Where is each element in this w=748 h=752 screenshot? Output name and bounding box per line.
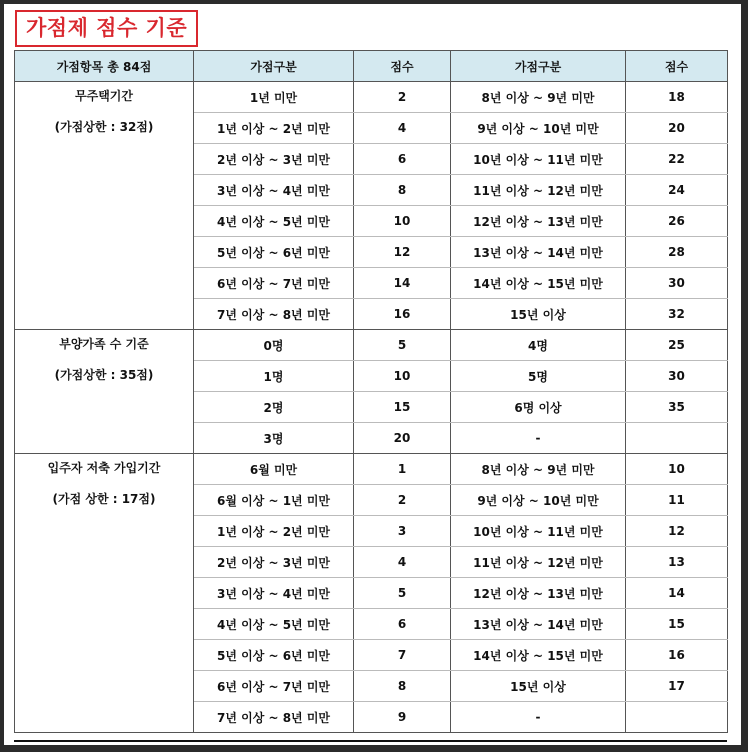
score-right-cell: 22 (626, 144, 728, 175)
division-left-cell: 6월 미만 (194, 454, 354, 485)
division-left-cell: 6년 이상 ~ 7년 미만 (194, 671, 354, 702)
category-cell (15, 82, 194, 330)
score-right-cell: 26 (626, 206, 728, 237)
document-frame (4, 4, 741, 745)
score-left-cell: 5 (354, 578, 451, 609)
score-left-cell: 12 (354, 237, 451, 268)
header-division-right: 가점구분 (451, 51, 626, 82)
score-left-cell: 4 (354, 113, 451, 144)
score-left-cell: 2 (354, 82, 451, 113)
score-left-cell: 7 (354, 640, 451, 671)
score-left-cell: 14 (354, 268, 451, 299)
division-right-cell: 6명 이상 (451, 392, 626, 423)
header-row (15, 51, 728, 82)
score-left-cell: 1 (354, 454, 451, 485)
score-right-cell: 32 (626, 299, 728, 330)
division-right-cell: 5명 (451, 361, 626, 392)
table-bottom-border (14, 740, 727, 742)
score-right-cell: 16 (626, 640, 728, 671)
score-left-cell: 10 (354, 361, 451, 392)
score-left-cell: 8 (354, 175, 451, 206)
score-left-cell: 16 (354, 299, 451, 330)
score-right-cell: 30 (626, 361, 728, 392)
score-right-cell: 17 (626, 671, 728, 702)
category-name: 입주자 저축 가입기간 (47, 461, 161, 475)
division-right-cell: 14년 이상 ~ 15년 미만 (451, 268, 626, 299)
division-left-cell: 6년 이상 ~ 7년 미만 (194, 268, 354, 299)
division-right-cell: - (451, 423, 626, 454)
division-right-cell: 11년 이상 ~ 12년 미만 (451, 547, 626, 578)
division-left-cell: 3년 이상 ~ 4년 미만 (194, 578, 354, 609)
score-right-cell: 14 (626, 578, 728, 609)
category-cell (15, 330, 194, 454)
table-row (15, 330, 728, 361)
score-left-cell: 6 (354, 144, 451, 175)
score-right-cell: 12 (626, 516, 728, 547)
score-right-cell: 20 (626, 113, 728, 144)
division-left-cell: 5년 이상 ~ 6년 미만 (194, 237, 354, 268)
division-left-cell: 0명 (194, 330, 354, 361)
division-right-cell: 11년 이상 ~ 12년 미만 (451, 175, 626, 206)
score-left-cell: 2 (354, 485, 451, 516)
score-table (14, 50, 728, 733)
division-right-cell: 13년 이상 ~ 14년 미만 (451, 237, 626, 268)
score-right-cell: 13 (626, 547, 728, 578)
score-left-cell: 4 (354, 547, 451, 578)
score-left-cell: 15 (354, 392, 451, 423)
division-right-cell: 15년 이상 (451, 299, 626, 330)
score-right-cell: 10 (626, 454, 728, 485)
division-right-cell: 12년 이상 ~ 13년 미만 (451, 578, 626, 609)
score-left-cell: 3 (354, 516, 451, 547)
division-right-cell: 9년 이상 ~ 10년 미만 (451, 485, 626, 516)
division-left-cell: 5년 이상 ~ 6년 미만 (194, 640, 354, 671)
division-right-cell: 8년 이상 ~ 9년 미만 (451, 454, 626, 485)
division-right-cell: - (451, 702, 626, 733)
score-left-cell: 8 (354, 671, 451, 702)
header-score-right: 점수 (626, 51, 728, 82)
division-left-cell: 1명 (194, 361, 354, 392)
score-right-cell (626, 423, 728, 454)
score-right-cell: 28 (626, 237, 728, 268)
category-cap-note: (가점상한 : 32점) (54, 120, 154, 134)
division-left-cell: 4년 이상 ~ 5년 미만 (194, 609, 354, 640)
division-right-cell: 12년 이상 ~ 13년 미만 (451, 206, 626, 237)
score-right-cell: 30 (626, 268, 728, 299)
division-right-cell: 13년 이상 ~ 14년 미만 (451, 609, 626, 640)
division-left-cell: 1년 이상 ~ 2년 미만 (194, 113, 354, 144)
score-left-cell: 9 (354, 702, 451, 733)
division-left-cell: 2년 이상 ~ 3년 미만 (194, 547, 354, 578)
score-right-cell: 35 (626, 392, 728, 423)
division-right-cell: 15년 이상 (451, 671, 626, 702)
score-right-cell: 25 (626, 330, 728, 361)
table-row (15, 82, 728, 113)
category-name: 부양가족 수 기준 (59, 337, 149, 351)
division-right-cell: 10년 이상 ~ 11년 미만 (451, 144, 626, 175)
division-left-cell: 7년 이상 ~ 8년 미만 (194, 702, 354, 733)
category-cell (15, 454, 194, 733)
division-right-cell: 10년 이상 ~ 11년 미만 (451, 516, 626, 547)
score-right-cell: 18 (626, 82, 728, 113)
division-right-cell: 8년 이상 ~ 9년 미만 (451, 82, 626, 113)
score-left-cell: 6 (354, 609, 451, 640)
score-left-cell: 20 (354, 423, 451, 454)
division-left-cell: 3명 (194, 423, 354, 454)
page-title: 가점제 점수 기준 (15, 10, 198, 47)
header-score-left: 점수 (354, 51, 451, 82)
division-right-cell: 14년 이상 ~ 15년 미만 (451, 640, 626, 671)
category-cap-note: (가점상한 : 35점) (54, 368, 154, 382)
division-right-cell: 4명 (451, 330, 626, 361)
header-division-left: 가점구분 (194, 51, 354, 82)
score-right-cell: 24 (626, 175, 728, 206)
division-left-cell: 2년 이상 ~ 3년 미만 (194, 144, 354, 175)
score-right-cell: 15 (626, 609, 728, 640)
score-left-cell: 10 (354, 206, 451, 237)
division-left-cell: 4년 이상 ~ 5년 미만 (194, 206, 354, 237)
division-left-cell: 7년 이상 ~ 8년 미만 (194, 299, 354, 330)
score-right-cell: 11 (626, 485, 728, 516)
category-name: 무주택기간 (75, 89, 133, 103)
category-cap-note: (가점 상한 : 17점) (52, 492, 156, 506)
division-right-cell: 9년 이상 ~ 10년 미만 (451, 113, 626, 144)
division-left-cell: 3년 이상 ~ 4년 미만 (194, 175, 354, 206)
division-left-cell: 1년 미만 (194, 82, 354, 113)
header-category: 가점항목 총 84점 (15, 51, 194, 82)
score-right-cell (626, 702, 728, 733)
division-left-cell: 6월 이상 ~ 1년 미만 (194, 485, 354, 516)
score-body (15, 82, 728, 733)
score-left-cell: 5 (354, 330, 451, 361)
division-left-cell: 1년 이상 ~ 2년 미만 (194, 516, 354, 547)
division-left-cell: 2명 (194, 392, 354, 423)
table-row (15, 454, 728, 485)
